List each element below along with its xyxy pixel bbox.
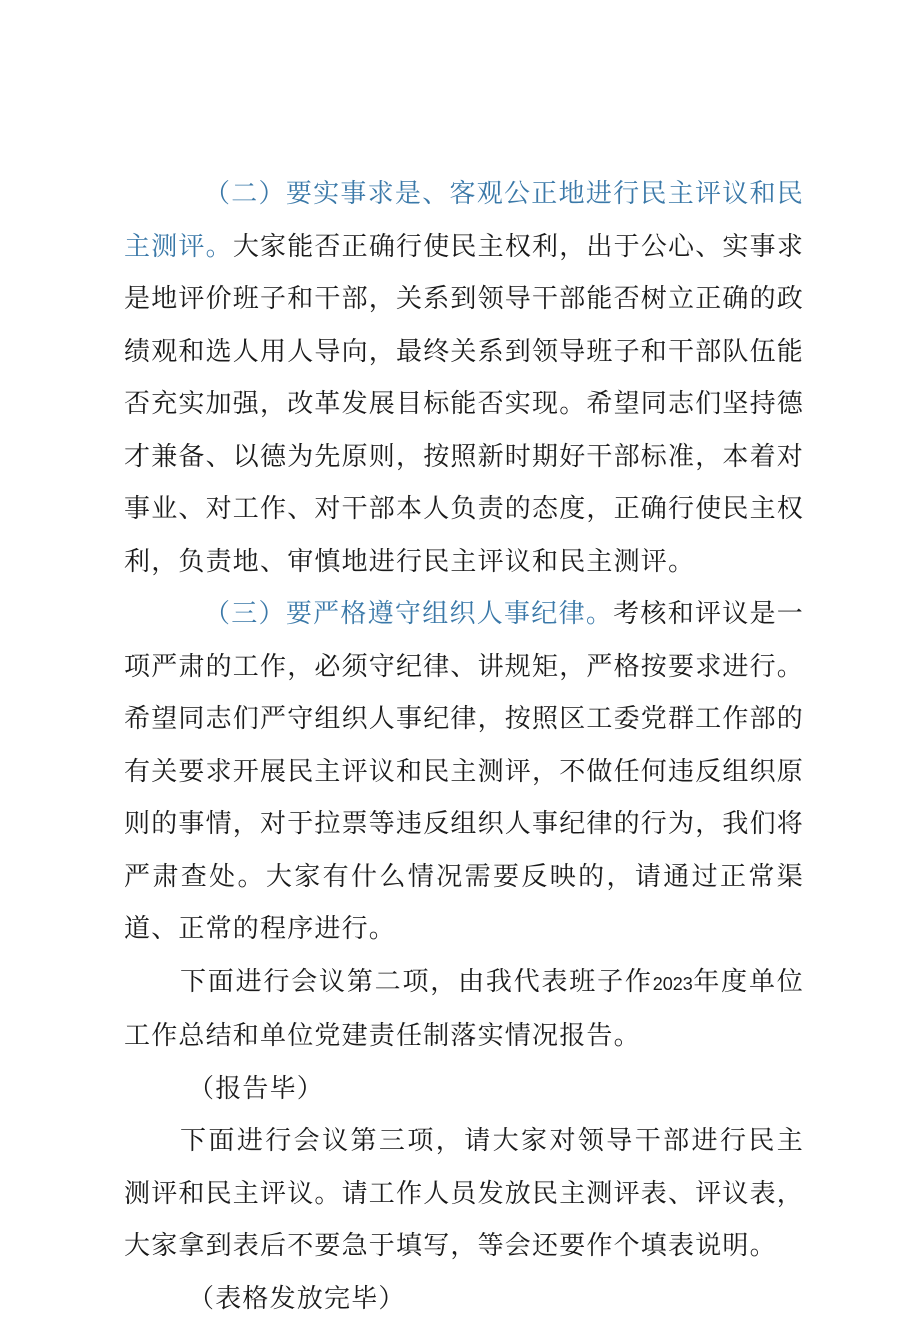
paragraph-section-3 bbox=[124, 588, 804, 956]
paragraph-item-2 bbox=[124, 956, 804, 1063]
item-2-text-before: 下面进行会议第二项，由我代表班子作 bbox=[180, 967, 653, 997]
section-2-heading: （二）要实事求是、客观公正地进行民主评议和民主测评。 bbox=[124, 179, 804, 262]
document-body bbox=[124, 168, 804, 1325]
section-3-body: 考核和评议是一项严肃的工作，必须守纪律、讲规矩，严格按要求进行。希望同志们严守组织人事纪律，按照区工委党群工作部的有关要求开展民主评议和民主测评，不做任何违反组织原则的事情，对于拉票等违反组织人事纪律的行为，我们将严肃查处。大家有什么情况需要反映的，请通过正常渠道、正常的程序进行。 bbox=[124, 599, 804, 944]
paragraph-section-2 bbox=[124, 168, 804, 588]
note-report-finished: （报告毕） bbox=[124, 1063, 804, 1116]
note-forms-distributed: （表格发放完毕） bbox=[124, 1273, 804, 1325]
section-3-heading: （三）要严格遵守组织人事纪律。 bbox=[204, 599, 613, 629]
item-2-text-after: 年度单位工作总结和单位党建责任制落实情况报告。 bbox=[124, 967, 804, 1052]
section-2-body: 大家能否正确行使民主权利，出于公心、实事求是地评价班子和干部，关系到领导干部能否树立正确的政绩观和选人用人导向，最终关系到领导班子和干部队伍能否充实加强，改革发展目标能否实现。希望同志们坚持德才兼备、以德为先原则，按照新时期好干部标准，本着对事业、对工作、对干部本人负责的态度，正确行使民主权利，负责地、审慎地进行民主评议和民主测评。 bbox=[124, 232, 804, 577]
paragraph-item-3: 下面进行会议第三项，请大家对领导干部进行民主测评和民主评议。请工作人员发放民主测评表、评议表，大家拿到表后不要急于填写，等会还要作个填表说明。 bbox=[124, 1115, 804, 1273]
item-2-year: 2023 bbox=[653, 974, 693, 994]
